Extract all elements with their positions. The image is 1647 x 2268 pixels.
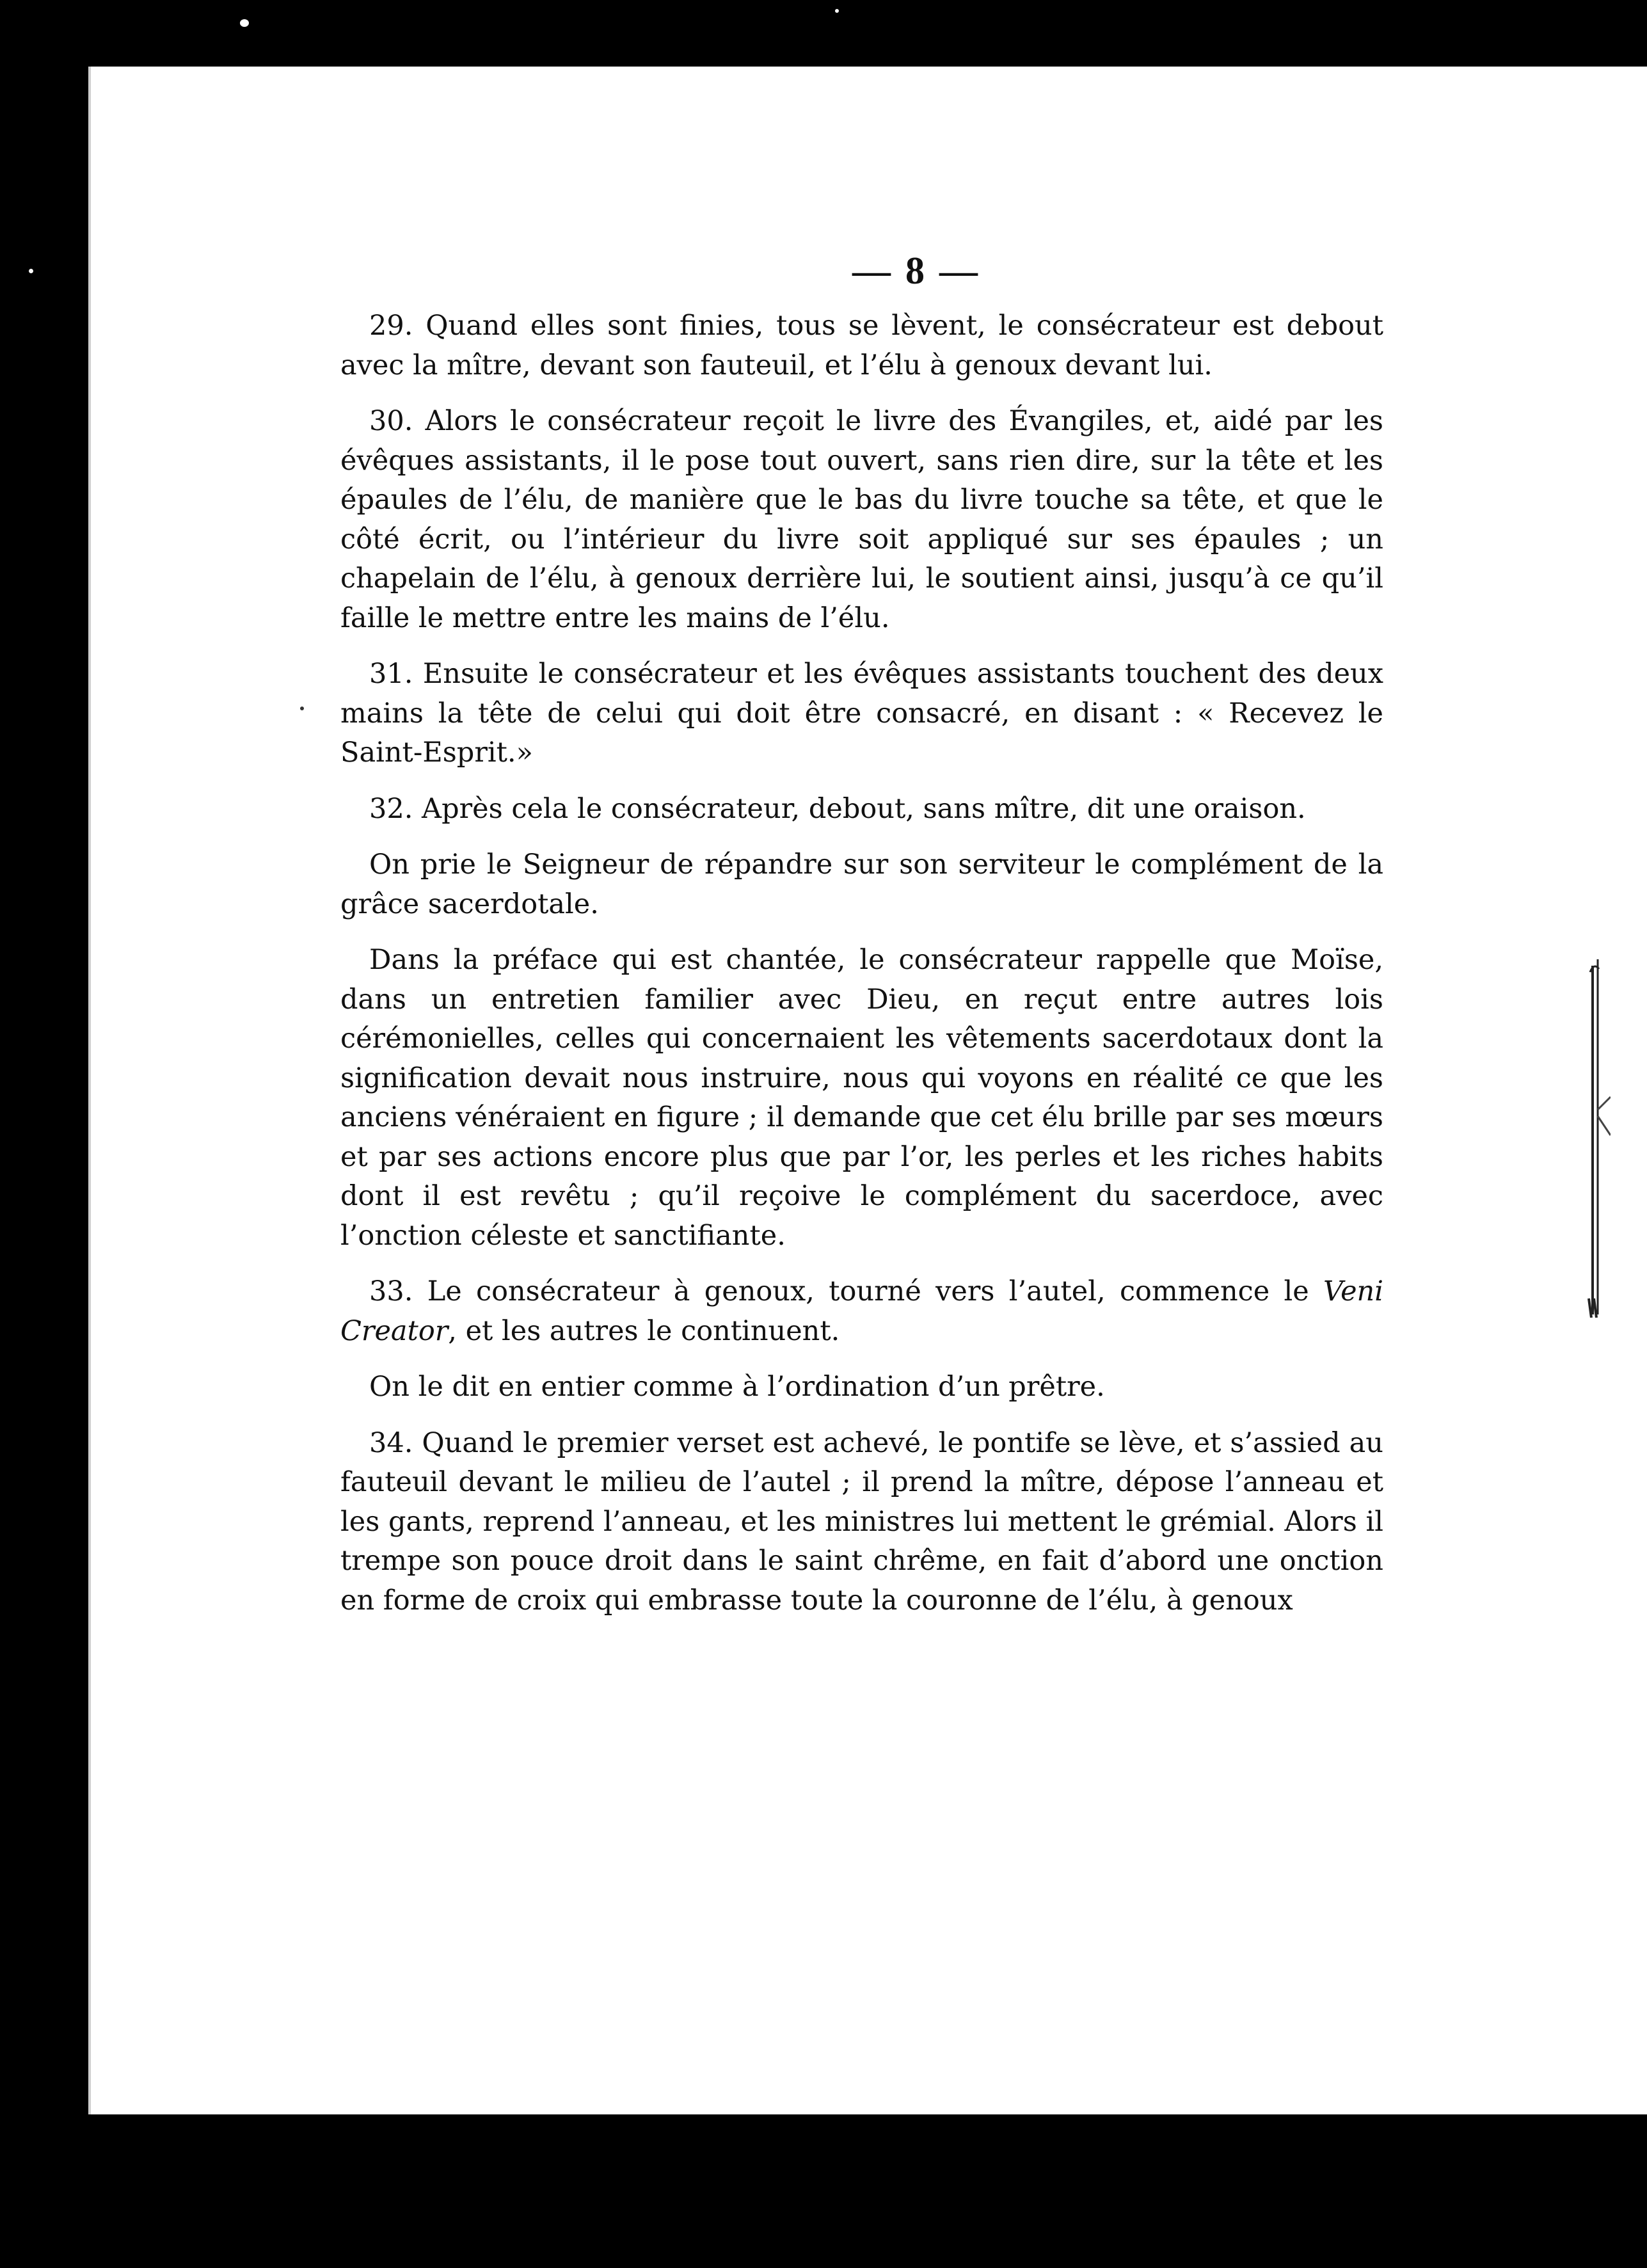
paragraph-text: , et les autres le continuent. [448,1314,840,1347]
scan-speck [240,19,249,27]
document-page [88,67,1647,2114]
body-text [340,307,1383,1637]
paragraph-text: On prie le Seigneur de répandre sur son serviteur le complément de la grâce sacerdotale. [340,849,1383,920]
paragraph-text: On le dit en entier comme à l’ordination d’un prêtre. [369,1371,1105,1403]
scan-speck [29,269,33,273]
scan-speck [835,9,839,13]
paragraph-text: 34. Quand le premier verset est achevé, le pontife se lève, et s’assied au fauteuil devant le milieu de l’autel ; il prend la mître, dépose l’anneau et les gants, reprend l’anneau, et les ministres lui mettent le grémial. Alors il trempe son pouce droit dans le saint chrême, en fait d’abord une onction en forme de croix qui embrasse toute la couronne de l’élu, à genoux [340,1426,1383,1617]
italic-title: Veni Creator [340,1275,1383,1347]
paragraph-text: 33. Le consécrateur à genoux, tourné vers l’autel, commence le [369,1275,1323,1307]
paragraph-text: Dans la préface qui est chantée, le consécrateur rappelle que Moïse, dans un entretien familier avec Dieu, en reçut entre autres lois cérémonielles, celles qui concernaient les vêtements sacerdotaux dont la signification devait nous instruire, nous qui voyons en réalité ce que les anciens vénéraient en figure ; il demande que cet élu brille par ses mœurs et par ses actions encore plus que par l’or, les perles et les riches habits dont il est revêtu ; qu’il reçoive le complément du sacerdoce, avec l’onction céleste et sanctifiante. [340,944,1383,1252]
paragraph-p33b [340,1368,1383,1407]
paragraph-p31 [340,655,1383,773]
page-number: — 8 — [852,250,980,292]
paragraph-text: 32. Après cela le consécrateur, debout, sans mître, dit une oraison. [369,792,1306,825]
paragraph-text: 31. Ensuite le consécrateur et les évêques assistants touchent des deux mains la tête de celui qui doit être consacré, en disant : « Recevez le Saint-Esprit.» [340,658,1383,769]
paragraph-p32b [340,845,1383,924]
paragraph-p33 [340,1272,1383,1351]
paragraph-p32 [340,790,1383,829]
binding-mark-icon [1585,959,1611,1318]
paragraph-text: 29. Quand elles sont finies, tous se lèvent, le consécrateur est debout avec la mître, devant son fauteuil, et l’élu à genoux devant lui. [340,310,1383,381]
paragraph-p32c [340,941,1383,1256]
paragraph-text: 30. Alors le consécrateur reçoit le livre des Évangiles, et, aidé par les évêques assistants, il le pose tout ouvert, sans rien dire, sur la tête et les épaules de l’élu, de manière que le bas du livre touche sa tête, et que le côté écrit, ou l’intérieur du livre soit appliqué sur ses épaules ; un chapelain de l’élu, à genoux derrière lui, le soutient ainsi, jusqu’à ce qu’il faille le mettre entre les mains de l’élu. [340,405,1383,634]
paragraph-p34 [340,1424,1383,1621]
paragraph-p30 [340,402,1383,638]
paragraph-p29 [340,307,1383,385]
page-speck [300,707,304,710]
